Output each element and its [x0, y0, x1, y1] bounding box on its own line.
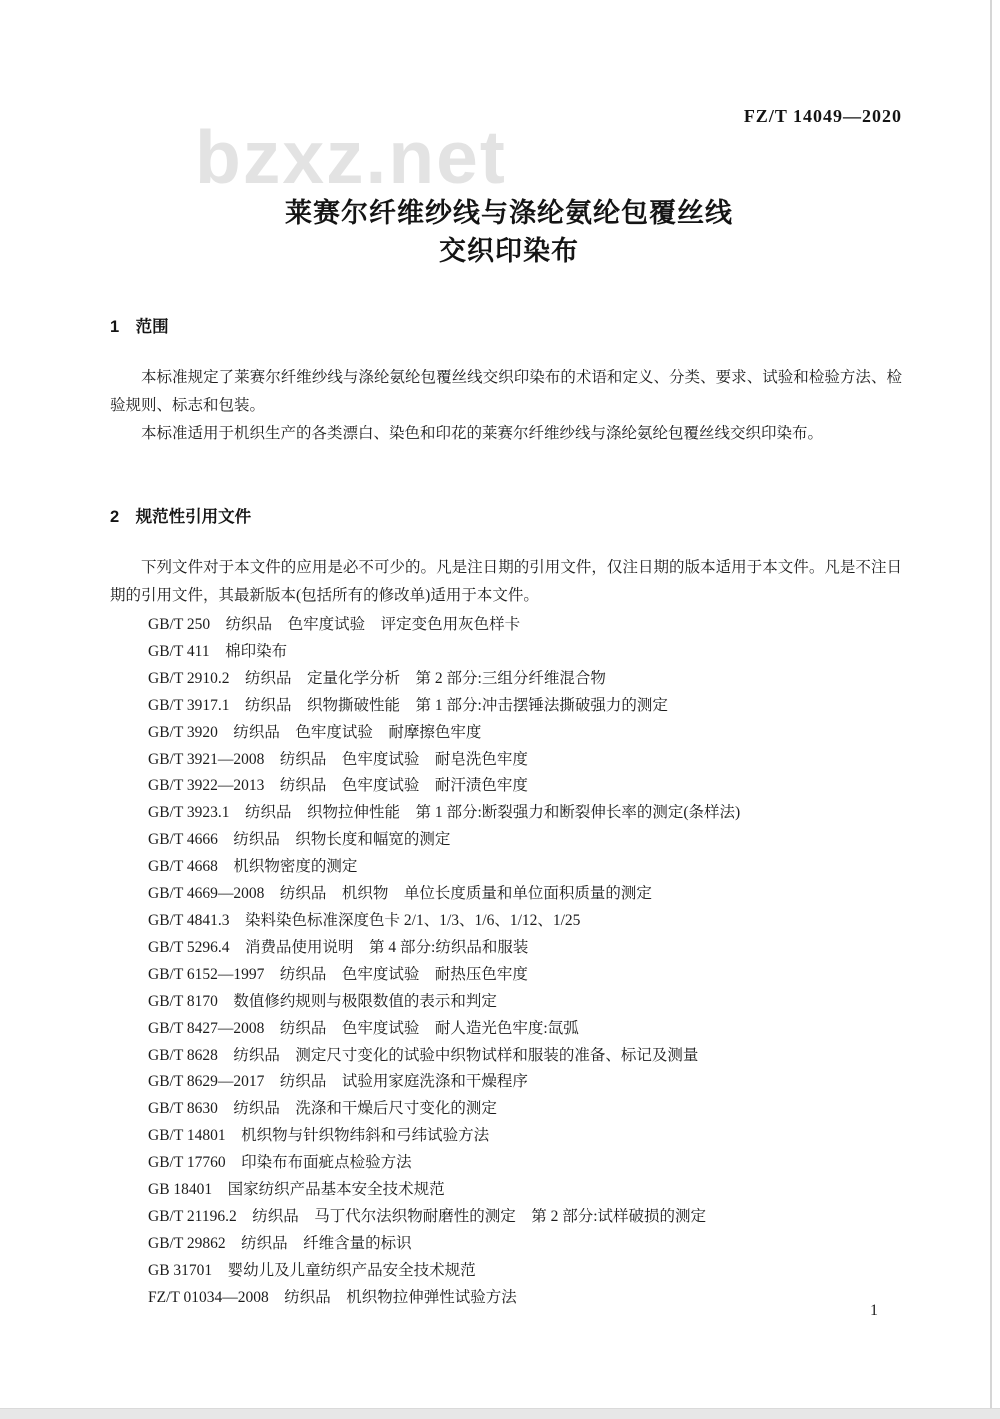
reference-item: GB/T 6152—1997 纺织品 色牢度试验 耐热压色牢度 — [148, 965, 528, 983]
scope-paragraph-2: 本标准适用于机织生产的各类漂白、染色和印花的莱赛尔纤维纱线与涤纶氨纶包覆丝线交织印染布。 — [141, 425, 824, 442]
reference-item: GB/T 4666 纺织品 织物长度和幅宽的测定 — [148, 831, 451, 849]
reference-item: FZ/T 01034—2008 纺织品 机织物拉伸弹性试验方法 — [148, 1288, 517, 1306]
reference-item: GB/T 8630 纺织品 洗涤和干燥后尺寸变化的测定 — [148, 1100, 497, 1118]
reference-item: GB/T 8170 数值修约规则与极限数值的表示和判定 — [148, 992, 497, 1010]
reference-item: GB/T 4668 机织物密度的测定 — [148, 858, 358, 876]
reference-item: GB/T 3921—2008 纺织品 色牢度试验 耐皂洗色牢度 — [148, 750, 528, 768]
reference-item: GB/T 5296.4 消费品使用说明 第 4 部分:纺织品和服装 — [148, 938, 529, 956]
reference-item: GB 31701 婴幼儿及儿童纺织产品安全技术规范 — [148, 1261, 476, 1279]
reference-item: GB/T 250 纺织品 色牢度试验 评定变色用灰色样卡 — [148, 616, 521, 633]
page-number: 1 — [870, 1302, 878, 1319]
reference-list — [110, 612, 902, 1312]
reference-item: GB/T 2910.2 纺织品 定量化学分析 第 2 部分:三组分纤维混合物 — [148, 669, 606, 687]
scan-bottom-edge — [0, 1408, 1000, 1419]
section-heading-scope: 1 范围 — [110, 318, 169, 336]
reference-item: GB/T 3920 纺织品 色牢度试验 耐摩擦色牢度 — [148, 723, 482, 741]
document-title — [14, 194, 1000, 270]
reference-item: GB/T 8628 纺织品 测定尺寸变化的试验中织物试样和服装的准备、标记及测量 — [148, 1046, 699, 1064]
title-line-2: 交织印染布 — [439, 236, 579, 266]
reference-item: GB/T 3917.1 纺织品 织物撕破性能 第 1 部分:冲击摆锤法撕破强力的测定 — [148, 696, 668, 714]
reference-item: GB/T 4669—2008 纺织品 机织物 单位长度质量和单位面积质量的测定 — [148, 885, 652, 903]
watermark-text: bzxz.net — [195, 115, 507, 199]
reference-item: GB 18401 国家纺织产品基本安全技术规范 — [148, 1181, 445, 1199]
section-normative-references — [110, 506, 902, 1312]
reference-item: GB/T 17760 印染布布面疵点检验方法 — [148, 1154, 412, 1172]
reference-item: GB/T 14801 机织物与针织物纬斜和弓纬试验方法 — [148, 1127, 490, 1145]
reference-item: GB/T 411 棉印染布 — [148, 642, 288, 660]
reference-item: GB/T 4841.3 染料染色标准深度色卡 2/1、1/3、1/6、1/12、1/25 — [148, 911, 581, 929]
reference-item: GB/T 3923.1 纺织品 织物拉伸性能 第 1 部分:断裂强力和断裂伸长率的测定(条样法) — [148, 804, 741, 822]
reference-item: GB/T 8629—2017 纺织品 试验用家庭洗涤和干燥程序 — [148, 1073, 528, 1091]
scope-paragraph-1: 本标准规定了莱赛尔纤维纱线与涤纶氨纶包覆丝线交织印染布的术语和定义、分类、要求、试验和检验方法、检验规则、标志和包装。 — [110, 369, 902, 414]
reference-item: GB/T 21196.2 纺织品 马丁代尔法织物耐磨性的测定 第 2 部分:试样破损的测定 — [148, 1207, 707, 1225]
reference-item: GB/T 29862 纺织品 纤维含量的标识 — [148, 1234, 412, 1252]
title-line-1: 莱赛尔纤维纱线与涤纶氨纶包覆丝线 — [285, 198, 733, 228]
section-scope — [110, 316, 902, 448]
standard-code: FZ/T 14049—2020 — [743, 106, 902, 126]
reference-item: GB/T 8427—2008 纺织品 色牢度试验 耐人造光色牢度:氙弧 — [148, 1019, 579, 1037]
reference-item: GB/T 3922—2013 纺织品 色牢度试验 耐汗渍色牢度 — [148, 777, 528, 795]
references-intro-paragraph: 下列文件对于本文件的应用是必不可少的。凡是注日期的引用文件，仅注日期的版本适用于本文件。凡是不注日期的引用文件，其最新版本(包括所有的修改单)适用于本文件。 — [110, 559, 902, 604]
section-heading-references: 2 规范性引用文件 — [110, 508, 252, 526]
